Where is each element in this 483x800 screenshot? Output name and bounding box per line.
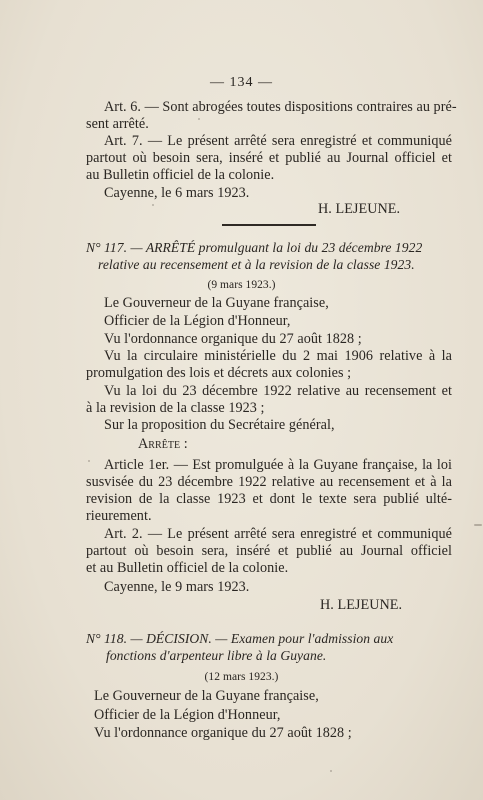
art7-line-2: partout où besoin sera, inséré et publié au Journal officiel et (86, 150, 452, 166)
art6-line-1: Art. 6. — Sont abrogées toutes dispositions contraires au pré- (104, 99, 457, 115)
section-118-preamble-1: Le Gouverneur de la Guyane française, (94, 688, 319, 704)
scan-speck (198, 118, 200, 120)
section-117-signature: H. LEJEUNE. (320, 597, 403, 613)
section-117-preamble-6: Vu la loi du 23 décembre 1922 relative au recensement et (104, 383, 452, 399)
section-118-header-line-2: fonctions d'arpenteur libre à la Guyane. (106, 648, 327, 663)
scan-speck (152, 204, 154, 206)
section-117-preamble-3: Vu l'ordonnance organique du 27 août 1828 ; (104, 331, 362, 347)
section-118-date: (12 mars 1923.) (204, 671, 279, 683)
section-117-header-line-1: N° 117. — ARRÊTÉ promulguant la loi du 23 décembre 1922 (86, 240, 423, 255)
scan-speck (330, 770, 332, 772)
section-divider (222, 224, 316, 226)
section-117-preamble-1: Le Gouverneur de la Guyane française, (104, 295, 329, 311)
section-116-signature: H. LEJEUNE. (318, 201, 401, 217)
page-number: — 134 — (210, 75, 273, 90)
section-117-art2-line-3: et au Bulletin officiel de la colonie. (86, 560, 289, 576)
section-117-art1-line-3: revision de la classe 1923 et dont le texte sera publié ulté- (86, 491, 452, 507)
section-117-preamble-2: Officier de la Légion d'Honneur, (104, 313, 291, 329)
section-117-art1-line-2: susvisée du 23 décembre 1922 relative au recensement et à la (86, 474, 452, 490)
art7-line-1: Art. 7. — Le présent arrêté sera enregistré et communiqué (104, 133, 452, 149)
section-117-header-line-2: relative au recensement et à la revision de la classe 1923. (98, 257, 415, 272)
section-117-place-date: Cayenne, le 9 mars 1923. (104, 579, 250, 595)
section-117-art1-line-1: Article 1er. — Est promulguée à la Guyane française, la loi (104, 457, 452, 473)
section-116-place-date: Cayenne, le 6 mars 1923. (104, 185, 250, 201)
scan-speck (88, 460, 90, 462)
section-117-preamble-8: Sur la proposition du Secrétaire général, (104, 417, 335, 433)
section-117-art1-line-4: rieurement. (86, 508, 152, 524)
section-118-preamble-3: Vu l'ordonnance organique du 27 août 1828 ; (94, 725, 352, 741)
section-117-art2-line-1: Art. 2. — Le présent arrêté sera enregistré et communiqué (104, 526, 452, 542)
art6-line-2: sent arrêté. (86, 116, 149, 132)
section-117-preamble-7: à la revision de la classe 1923 ; (86, 400, 265, 416)
scan-speck (474, 524, 482, 526)
section-117-date: (9 mars 1923.) (207, 279, 276, 291)
section-118-header-line-1: N° 118. — DÉCISION. — Examen pour l'admission aux (86, 631, 394, 646)
section-117-art2-line-2: partout où besoin sera, inséré et publié au Journal officiel (86, 543, 452, 559)
art7-line-3: au Bulletin officiel de la colonie. (86, 167, 275, 183)
section-117-arrete: Arrête : (138, 436, 188, 452)
section-117-preamble-4: Vu la circulaire ministérielle du 2 mai 1906 relative à la (104, 348, 452, 364)
section-118-preamble-2: Officier de la Légion d'Honneur, (94, 707, 281, 723)
section-117-preamble-5: promulgation des lois et décrets aux colonies ; (86, 365, 352, 381)
